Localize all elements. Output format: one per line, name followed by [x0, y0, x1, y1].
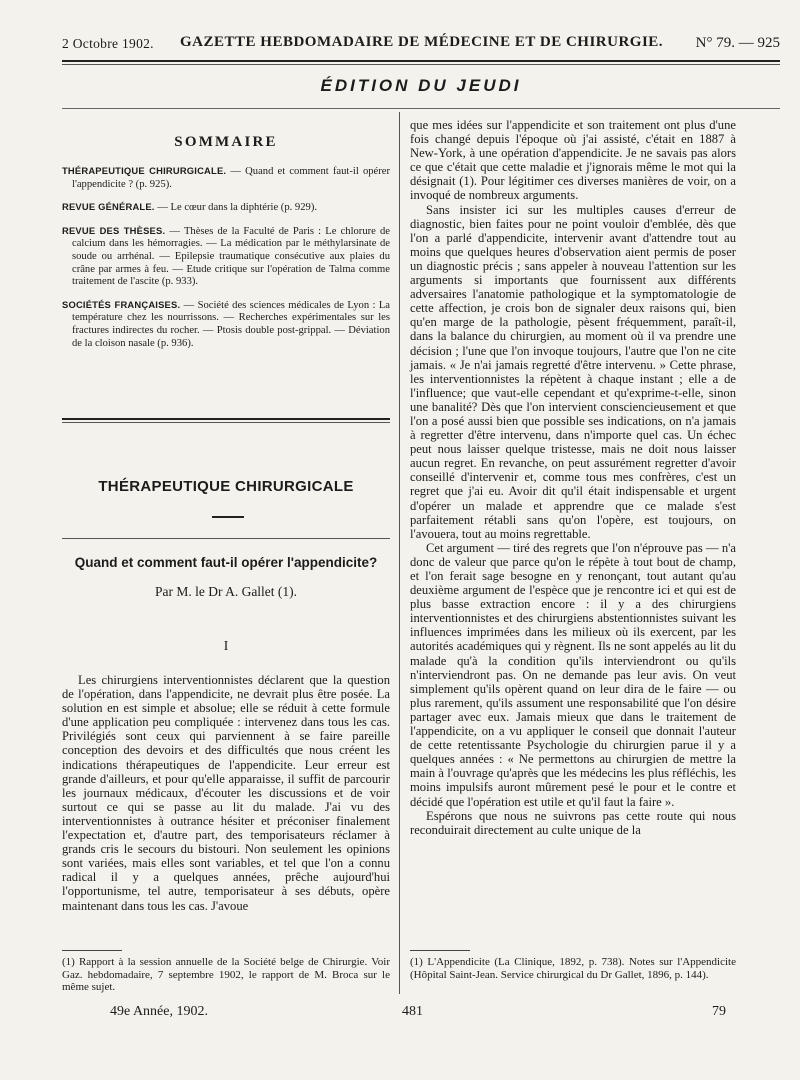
sommaire-item-text: — Société des sciences médicales de Lyon : La température chez les nourrissons. — Recherches expérimentales sur les fractures indirectes du rocher. — Ptosis double post-grippal. — Déviation de la cloison nasale (p. 936).	[72, 299, 390, 349]
footnote-left: (1) Rapport à la session annuelle de la Société belge de Chirurgie. Voir Gaz. hebdomadaire, 7 septembre 1902, le rapport de M. Broca sur le même sujet.	[62, 956, 390, 994]
article-title: Quand et comment faut-il opérer l'appendicite?	[74, 555, 378, 570]
sommaire-item	[62, 165, 390, 191]
footer-issue-page: 79	[712, 1004, 726, 1019]
paragraph: que mes idées sur l'appendicite et son traitement ont plus d'une fois changé depuis l'époque où j'ai assisté, c'était en 1887 à New-York, à une opération d'appendicite. Je ne savais pas alors ce que c'était que cette maladie et j'ignorais même le mot qui la désignait (1). Pour légitimer ces diverses manières de voir, on a invoqué de nombreux arguments.	[410, 118, 736, 203]
sommaire-item-heading: REVUE GÉNÉRALE.	[62, 201, 155, 213]
footnote-right: (1) L'Appendicite (La Clinique, 1892, p. 738). Notes sur l'Appendicite (Hôpital Saint-Jean. Service chirurgical du Dr Gallet, 1896, p. 144).	[410, 956, 736, 981]
footnote-rule	[62, 950, 122, 951]
header-rule	[62, 60, 780, 62]
page-footer	[62, 1004, 780, 1024]
sommaire-item-text: — Thèses de la Faculté de Paris : Le chlorure de calcium dans les hémorragies. — La médication par le méthylarsinate de soude ou arrhénal. — Epilepsie traumatique consécutive aux plaies du crâne par armes à feu. — Etude critique sur l'opération de Talma comme traitement de l'ascite (p. 933).	[72, 225, 390, 288]
article-author: Par M. le Dr A. Gallet (1).	[154, 584, 298, 599]
journal-title: GAZETTE HEBDOMADAIRE DE MÉDECINE ET DE CHIRURGIE.	[180, 34, 664, 50]
sommaire-item-heading: SOCIÉTÉS FRANÇAISES.	[62, 298, 181, 310]
sommaire-item-text: — Le cœur dans la diphtérie (p. 929).	[154, 202, 317, 214]
right-body-text	[410, 118, 736, 837]
sommaire-item	[62, 299, 390, 350]
edition-rule	[62, 108, 780, 109]
left-column	[62, 118, 391, 994]
section-rule-thin	[62, 422, 390, 423]
part-number: I	[223, 638, 229, 653]
sommaire-list	[62, 165, 390, 350]
running-header	[62, 34, 780, 56]
left-body-text	[62, 673, 390, 913]
sommaire-item-heading: REVUE DES THÈSES.	[62, 224, 166, 236]
header-date: 2 Octobre 1902.	[62, 36, 154, 51]
issue-number: N° 79. — 925	[695, 35, 780, 51]
sommaire-title: SOMMAIRE	[174, 134, 278, 150]
ornament-rule	[212, 516, 244, 518]
paragraph: Cet argument — tiré des regrets que l'on n'éprouve pas — n'a donc de valeur que parce qu'on le répète à tout bout de champ, et l'on ferait sage besogne en y renonçant, tout autant qu'au deuxième argument de l'espèce que je rencontre ici et qui est de plus basse extraction encore : il y a des chirurgiens interventionnistes et des chirurgiens abstentionnistes suivant les influences imprimées dans les milieux où ils exercent, par les autorités académiques qui y règnent. Ils ne sont appelés au lit du malade qu'à la condition qu'ils interviendront ou qu'ils n'interviendront pas. On ne demande pas leur avis. On veut simplement qu'ils opèrent quand on leur dira de le faire — ou plus rarement, qu'ils assument une responsabilité que l'on désire partager avec eux. Jamais mieux que dans le traitement de l'appendicite, on a vu appliquer le conseil que donnait l'auteur de cette retentissante Psychologie du chirurgien parue il y a quelques années : « Ne permettons au chirurgien de mettre la main à l'ouvrage qu'après que les médecins les plus réfléchis, les moins impulsifs auront mûrement pesé le pour et le contre et décidé que l'opération est utile et qu'il faut la faire ».	[410, 540, 736, 809]
sommaire-item-text: — Quand et comment faut-il opérer l'appendicite ? (p. 925).	[72, 166, 391, 190]
sommaire-item	[62, 201, 390, 215]
sommaire-item	[62, 225, 390, 289]
sommaire-item-heading: THÉRAPEUTIQUE CHIRURGICALE.	[62, 165, 227, 176]
paragraph: Sans insister ici sur les multiples causes d'erreur de diagnostic, bien faites pour ne point vouloir d'emblée, dès que l'on a parlé d'appendicite, intervenir avant d'attendre tout au moins que quelques heures d'observation aient permis de poser un diagnostic précis ; sans appeler à nouveau l'attention sur les arguments si importants que fournissent aux différents adversaires l'anatomie pathologique et la symptomatologie de cette affection, je crois bon de signaler deux raisons qui, bien qu'en marge de la pathologie, pèsent fréquemment, paraît-il, dans la balance du chirurgien, au moment où il va prendre une décision ; l'une que l'on invoque toujours, l'autre que l'on ne cite jamais. « Je n'ai jamais regretté d'être intervenu. » Cette phrase, les interventionnistes la répètent à chaque instant ; elle a de l'influence; que vaut-elle cependant et qu'exprime-t-elle, sinon une banalité? Dès que l'on intervient consciencieusement et que l'on a posé aussi bien que possible ses indications, on n'a jamais à regretter d'être intervenu, dans n'importe quel cas. Un échec peut nous laisser quelque tristesse, mais ne doit nous laisser aucun regret. En revanche, on peut assurément regretter d'avoir conseillé d'intervenir et, comme tous mes confrères, c'est un regret que j'ai eu. Avoir dit qu'il était indispensable et urgent d'opérer un malade et apprendre que ce malade s'est parfaitement rétabli sans qu'on l'opère, est toujours, on l'avouera, tout au moins regrettable.	[410, 202, 736, 541]
footer-year: 49e Année, 1902.	[110, 1004, 208, 1019]
footer-page-number: 481	[402, 1004, 423, 1019]
section-title: THÉRAPEUTIQUE CHIRURGICALE	[98, 478, 354, 495]
header-rule-thin	[62, 64, 780, 65]
article-rule	[62, 538, 390, 539]
column-separator	[399, 112, 400, 994]
footnote-rule	[410, 950, 470, 951]
section-rule	[62, 418, 390, 420]
paragraph: Les chirurgiens interventionnistes déclarent que la question de l'opération, dans l'appendicite, ne devrait plus être posée. La solution en est simple et absolue; elle se réduit à cette formule d'une application peu compliquée : intervenez dans tous les cas. Privilégiés sont ceux qui parviennent à se faire pareille conception des devoirs et des difficultés que nous créent les indications thérapeutiques de l'appendicite. Leur erreur est grande d'ailleurs, et pour qu'elle apparaisse, il suffit de parcourir les journaux médicaux, d'écouter les discussions et de voir surtout ce qui se passe au lit du malade. J'ai vu des interventionnistes à outrance hésiter et préconiser finalement l'expectation et, d'autre part, des temporisateurs réclamer à grands cris le secours du bistouri. Non seulement les opinions sont variées, mais elles sont variables, et tel que l'on a connu radical il y a quelques années, prêche aujourd'hui l'opportunisme, tel autre, temporisateur à ses débuts, opère maintenant dans tous les cas. J'avoue	[62, 673, 390, 913]
edition-banner: ÉDITION DU JEUDI	[320, 76, 522, 95]
paragraph: Espérons que nous ne suivrons pas cette route qui nous reconduirait directement au culte unique de la	[410, 808, 736, 837]
